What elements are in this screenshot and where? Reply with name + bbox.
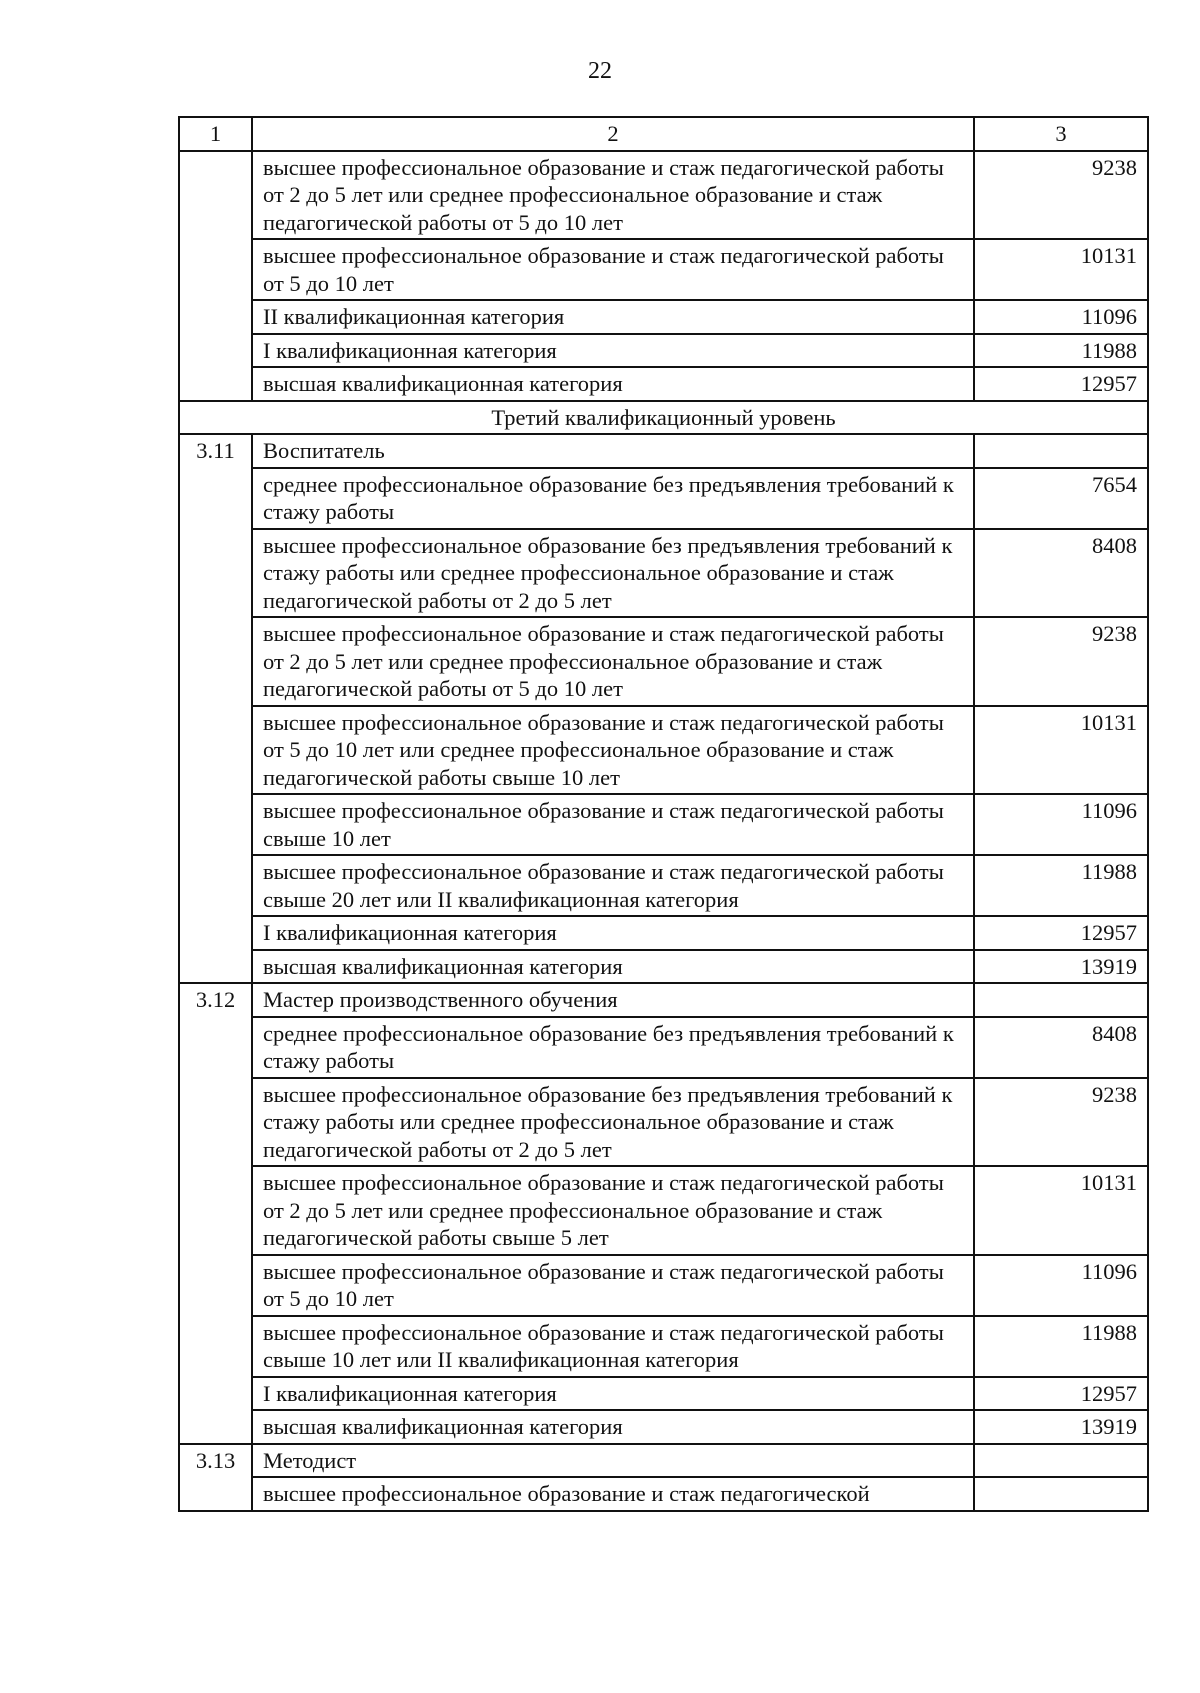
table-row [179,300,1148,334]
requirement-text: высшее профессиональное образование и стаж педагогической работы свыше 20 лет или II квалификационная категория [252,855,974,916]
salary-value: 7654 [974,468,1148,529]
section-title-value [974,434,1148,468]
salary-value: 9238 [974,617,1148,706]
salary-value [974,1477,1148,1511]
requirement-text: высшая квалификационная категория [252,950,974,984]
table-row [179,529,1148,618]
section-code: 3.13 [179,1444,252,1511]
section-code: 3.11 [179,434,252,983]
requirement-text: I квалификационная категория [252,334,974,368]
table-row [179,706,1148,795]
salary-value: 10131 [974,706,1148,795]
requirement-text: высшее профессиональное образование и стаж педагогической [252,1477,974,1511]
row-code-cell [179,151,252,401]
salary-value: 12957 [974,916,1148,950]
table-row [179,916,1148,950]
salary-value: 11988 [974,334,1148,368]
requirement-text: I квалификационная категория [252,916,974,950]
table-row [179,151,1148,240]
table-header-row [179,117,1148,151]
requirement-text: высшее профессиональное образование и стаж педагогической работы от 5 до 10 лет [252,1255,974,1316]
table-row [179,1410,1148,1444]
section-title: Воспитатель [252,434,974,468]
salary-value: 8408 [974,1017,1148,1078]
salary-value: 9238 [974,1078,1148,1167]
requirement-text: II квалификационная категория [252,300,974,334]
requirement-text: высшее профессиональное образование и стаж педагогической работы свыше 10 лет или II квалификационная категория [252,1316,974,1377]
salary-value: 13919 [974,1410,1148,1444]
requirement-text: высшая квалификационная категория [252,367,974,401]
salary-value: 11988 [974,1316,1148,1377]
table-row [179,1166,1148,1255]
requirement-text: высшее профессиональное образование и стаж педагогической работы от 2 до 5 лет или среднее профессиональное образование и стаж педагогической работы от 5 до 10 лет [252,617,974,706]
requirement-text: высшее профессиональное образование и стаж педагогической работы от 2 до 5 лет или среднее профессиональное образование и стаж педагогической работы от 5 до 10 лет [252,151,974,240]
salary-value: 10131 [974,239,1148,300]
salary-table [178,116,1149,1512]
salary-value: 11096 [974,1255,1148,1316]
salary-value: 11096 [974,300,1148,334]
level-heading: Третий квалификационный уровень [179,401,1148,435]
section-title-value [974,1444,1148,1478]
column-number-2: 2 [252,117,974,151]
requirement-text: среднее профессиональное образование без предъявления требований к стажу работы [252,468,974,529]
table-row [179,1477,1148,1511]
salary-value: 11096 [974,794,1148,855]
salary-value: 8408 [974,529,1148,618]
table-body [179,117,1148,1511]
requirement-text: I квалификационная категория [252,1377,974,1411]
section-code: 3.12 [179,983,252,1444]
section-title: Мастер производственного обучения [252,983,974,1017]
salary-value: 12957 [974,367,1148,401]
salary-value: 9238 [974,151,1148,240]
requirement-text: высшее профессиональное образование без предъявления требований к стажу работы или среднее профессиональное образование и стаж педагогической работы от 2 до 5 лет [252,529,974,618]
requirement-text: высшее профессиональное образование и стаж педагогической работы от 5 до 10 лет [252,239,974,300]
table-row [179,367,1148,401]
table-row [179,1377,1148,1411]
requirement-text: высшее профессиональное образование и стаж педагогической работы свыше 10 лет [252,794,974,855]
section-title-row [179,434,1148,468]
table-row [179,794,1148,855]
requirement-text: высшее профессиональное образование и стаж педагогической работы от 2 до 5 лет или среднее профессиональное образование и стаж педагогической работы свыше 5 лет [252,1166,974,1255]
table-row [179,239,1148,300]
column-number-1: 1 [179,117,252,151]
section-title-row [179,983,1148,1017]
table-row [179,617,1148,706]
salary-value: 11988 [974,855,1148,916]
table-row [179,1078,1148,1167]
salary-value: 10131 [974,1166,1148,1255]
requirement-text: среднее профессиональное образование без предъявления требований к стажу работы [252,1017,974,1078]
table-row [179,1017,1148,1078]
table-row [179,468,1148,529]
page-number: 22 [588,58,612,84]
section-title-value [974,983,1148,1017]
salary-value: 12957 [974,1377,1148,1411]
section-title-row [179,1444,1148,1478]
table-row [179,1316,1148,1377]
column-number-3: 3 [974,117,1148,151]
requirement-text: высшее профессиональное образование и стаж педагогической работы от 5 до 10 лет или среднее профессиональное образование и стаж педагогической работы свыше 10 лет [252,706,974,795]
salary-value: 13919 [974,950,1148,984]
section-title: Методист [252,1444,974,1478]
table-row [179,334,1148,368]
requirement-text: высшая квалификационная категория [252,1410,974,1444]
table-row [179,855,1148,916]
requirement-text: высшее профессиональное образование без предъявления требований к стажу работы или среднее профессиональное образование и стаж педагогической работы от 2 до 5 лет [252,1078,974,1167]
level-heading-row [179,401,1148,435]
table-row [179,1255,1148,1316]
table-row [179,950,1148,984]
